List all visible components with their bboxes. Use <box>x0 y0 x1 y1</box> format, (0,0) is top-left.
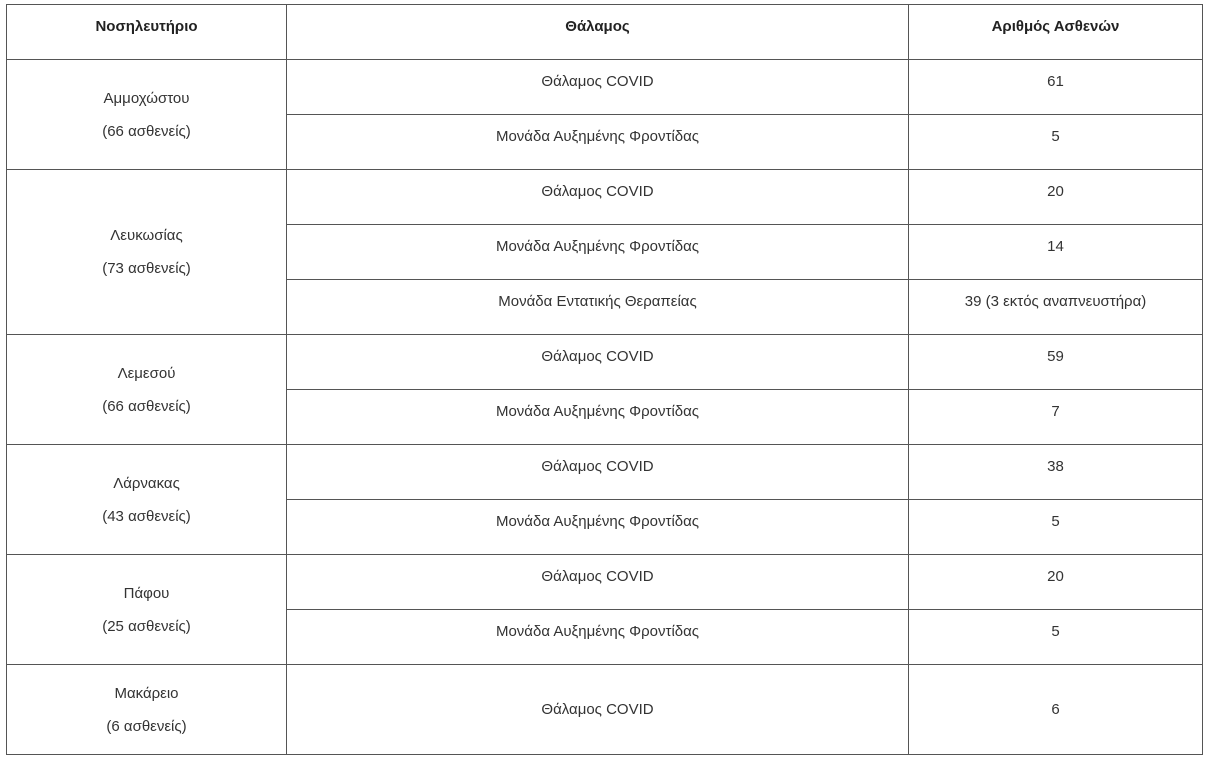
hospital-name: Πάφου <box>123 584 170 602</box>
table-row <box>7 445 1203 500</box>
table-row <box>7 335 1203 390</box>
ward-cell: Θάλαμος COVID <box>287 60 909 115</box>
ward-cell: Μονάδα Αυξημένης Φροντίδας <box>287 390 909 445</box>
header-patient-count: Αριθμός Ασθενών <box>909 5 1203 60</box>
ward-cell: Θάλαμος COVID <box>287 445 909 500</box>
patient-count-cell: 61 <box>909 60 1203 115</box>
patient-count-cell: 5 <box>909 500 1203 555</box>
patient-count-cell: 20 <box>909 555 1203 610</box>
patient-count-cell: 5 <box>909 610 1203 665</box>
hospital-total-patients: (66 ασθενείς) <box>102 122 191 140</box>
hospital-total-patients: (66 ασθενείς) <box>102 397 191 415</box>
table-row <box>7 555 1203 610</box>
hospital-total-patients: (73 ασθενείς) <box>102 260 191 277</box>
ward-cell: Μονάδα Εντατικής Θεραπείας <box>287 280 909 335</box>
ward-cell: Μονάδα Αυξημένης Φροντίδας <box>287 610 909 665</box>
patient-count-cell: 38 <box>909 445 1203 500</box>
header-hospital: Νοσηλευτήριο <box>7 5 287 60</box>
table-body <box>7 60 1203 755</box>
ward-cell: Μονάδα Αυξημένης Φροντίδας <box>287 225 909 280</box>
hospital-name: Λεμεσού <box>117 364 176 382</box>
hospital-name: Αμμοχώστου <box>103 89 190 107</box>
hospital-name: Λευκωσίας <box>110 227 183 244</box>
hospital-total-patients: (25 ασθενείς) <box>102 617 191 635</box>
ward-cell: Μονάδα Αυξημένης Φροντίδας <box>287 115 909 170</box>
hospital-cell <box>7 445 287 555</box>
patient-count-cell: 14 <box>909 225 1203 280</box>
header-ward: Θάλαμος <box>287 5 909 60</box>
hospital-cell <box>7 555 287 665</box>
patient-count-cell: 5 <box>909 115 1203 170</box>
ward-cell: Θάλαμος COVID <box>287 335 909 390</box>
hospital-total-patients: (43 ασθενείς) <box>102 507 191 525</box>
hospital-total-patients: (6 ασθενείς) <box>106 717 187 735</box>
hospital-name: Μακάρειο <box>114 684 179 702</box>
table-header-row <box>7 5 1203 60</box>
hospital-cell <box>7 335 287 445</box>
ward-cell: Θάλαμος COVID <box>287 170 909 225</box>
table-row <box>7 665 1203 755</box>
hospital-patients-table <box>6 4 1203 755</box>
patient-count-cell: 6 <box>909 665 1203 755</box>
ward-cell: Θάλαμος COVID <box>287 555 909 610</box>
hospital-cell <box>7 665 287 755</box>
table-row <box>7 170 1203 225</box>
table-row <box>7 60 1203 115</box>
ward-cell: Μονάδα Αυξημένης Φροντίδας <box>287 500 909 555</box>
ward-cell: Θάλαμος COVID <box>287 665 909 755</box>
patient-count-cell: 20 <box>909 170 1203 225</box>
hospital-name: Λάρνακας <box>113 474 180 492</box>
patient-count-cell: 59 <box>909 335 1203 390</box>
patient-count-cell: 39 (3 εκτός αναπνευστήρα) <box>909 280 1203 335</box>
hospital-cell <box>7 170 287 335</box>
hospital-cell <box>7 60 287 170</box>
patient-count-cell: 7 <box>909 390 1203 445</box>
